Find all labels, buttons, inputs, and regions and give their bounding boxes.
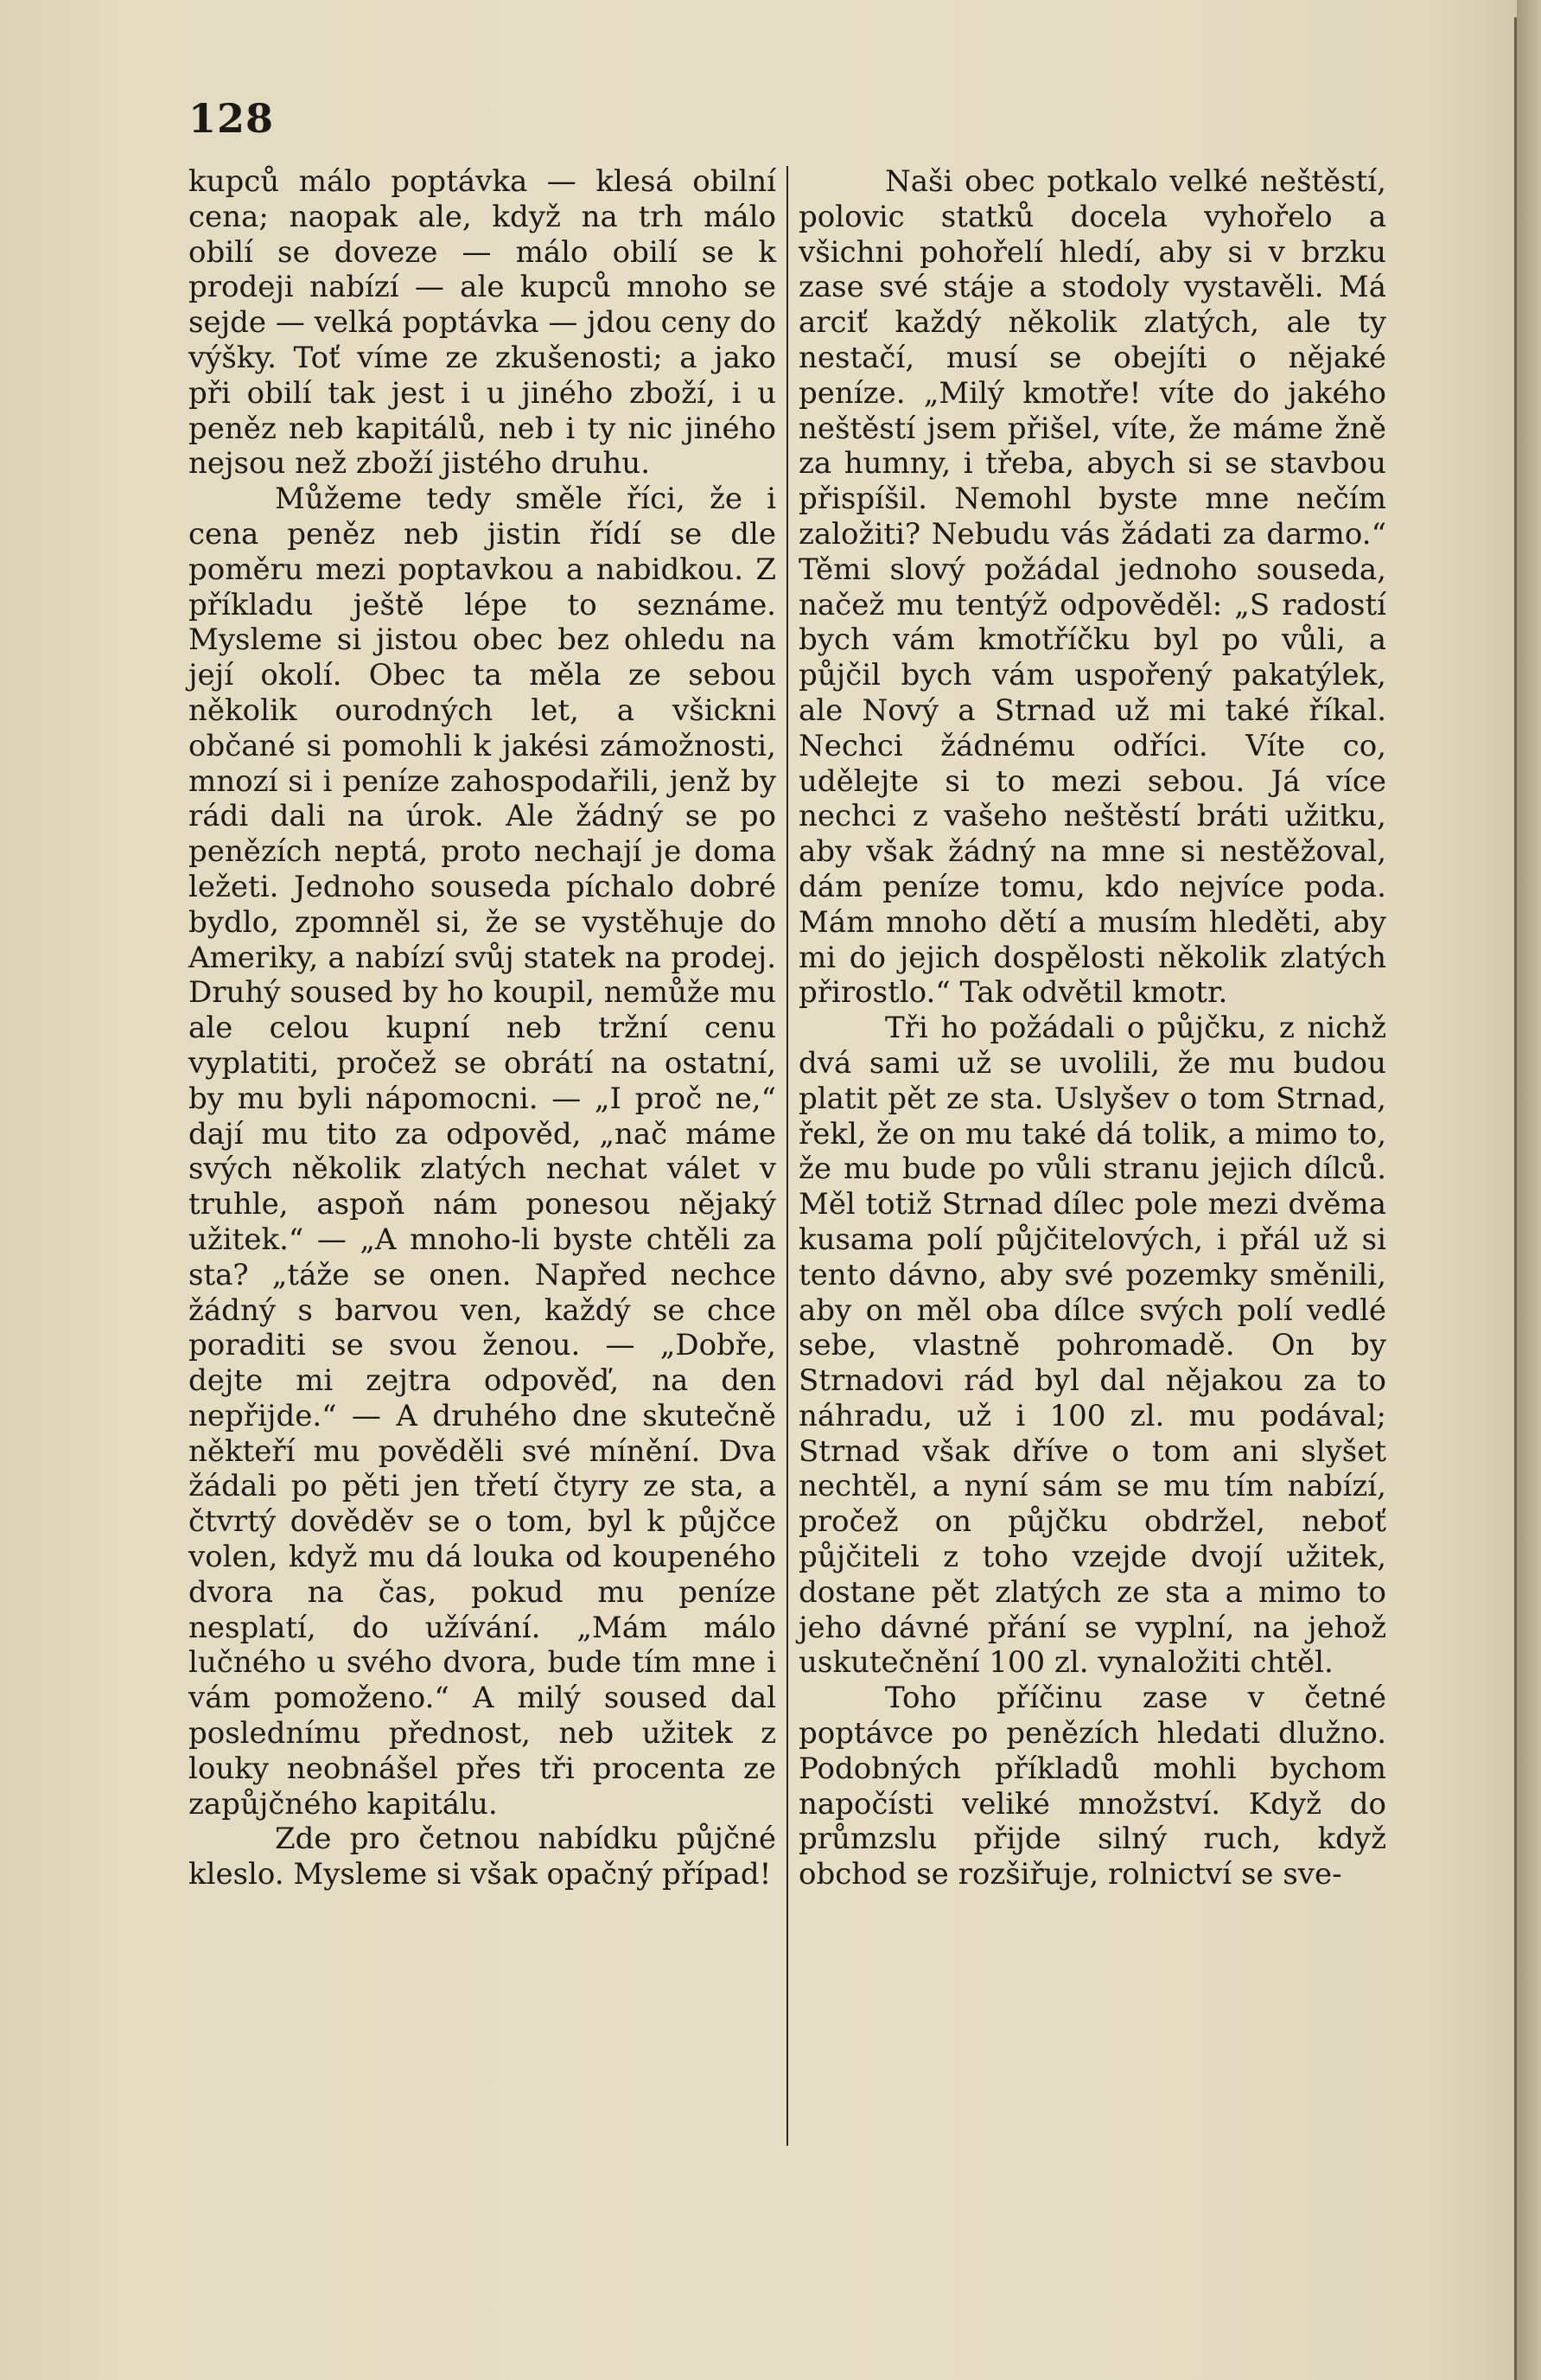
paragraph: Tři ho požádali o půjčku, z nichž dvá sami už se uvolili, že mu budou platit pět ze sta. Uslyšev o tom Strnad, řekl, že on mu také dá tolik, a mimo to, že mu bude po vůli stranu jejich dílců. Měl totiž Strnad dílec pole mezi dvěma kusama polí půjčitelových, i přál už si tento dávno, aby své pozemky směnili, aby on měl oba dílce svých polí vedlé sebe, vlastně pohromadě. On by Strnadovi rád byl dal nějakou za to náhradu, už i 100 zl. mu podával; Strnad však dříve o tom ani slyšet nechtěl, a nyní sám se mu tím nabízí, pročež on půjčku obdržel, neboť půjčiteli z toho vzejde dvojí užitek, dostane pět zlatých ze sta a mimo to jeho dávné přání se vyplní, na jehož uskutečnění 100 zl. vynaložiti chtěl.	[799, 1011, 1386, 1681]
column-divider	[786, 166, 788, 2146]
paragraph: kupců málo poptávka — klesá obilní cena; naopak ale, když na trh málo obilí se doveze — málo obilí se k prodeji nabízí — ale kupců mnoho se sejde — velká poptávka — jdou ceny do výšky. Toť víme ze zkušenosti; a jako při obilí tak jest i u jiného zboží, i u peněz neb kapitálů, neb i ty nic jiného nejsou než zboží jistého druhu.	[188, 164, 776, 482]
paragraph: Toho příčinu zase v četné poptávce po penězích hledati dlužno. Podobných příkladů mohli bychom napočísti veliké množství. Když do průmzslu přijde silný ruch, když obchod se rozšiřuje, rolnictví se sve-	[799, 1681, 1386, 1892]
page-number: 128	[188, 95, 275, 142]
paragraph: Můžeme tedy směle říci, že i cena peněz neb jistin řídí se dle poměru mezi poptavkou a nabidkou. Z příkladu ještě lépe to seznáme. Mysleme si jistou obec bez ohledu na její okolí. Obec ta měla ze sebou několik ourodných let, a všickni občané si pomohli k jakési zámožnosti, mnozí si i peníze zahospodařili, jenž by rádi dali na úrok. Ale žádný se po penězích neptá, proto nechají je doma ležeti. Jednoho souseda píchalo dobré bydlo, zpomněl si, že se vystěhuje do Ameriky, a nabízí svůj statek na prodej. Druhý soused by ho koupil, nemůže mu ale celou kupní neb tržní cenu vyplatiti, pročež se obrátí na ostatní, by mu byli nápomocni. — „I proč ne,“ dají mu tito za odpověd, „nač máme svých několik zlatých nechat válet v truhle, aspoň nám ponesou nějaký užitek.“ — „A mnoho-li byste chtěli za sta? „táže se onen. Napřed nechce žádný s barvou ven, každý se chce poraditi se svou ženou. — „Dobře, dejte mi zejtra odpověď, na den nepřijde.“ — A druhého dne skutečně někteří mu pověděli své mínění. Dva žádali po pěti jen třetí čtyry ze sta, a čtvrtý dověděv se o tom, byl k půjčce volen, když mu dá louka od koupeného dvora na čas, pokud mu peníze nesplatí, do užívání. „Mám málo lučného u svého dvora, bude tím mne i vám pomoženo.“ A milý soused dal poslednímu přednost, neb užitek z louky neobnášel přes tři procenta ze zapůjčného kapitálu.	[188, 482, 776, 1822]
text-column-right	[799, 164, 1386, 1892]
paragraph: Naši obec potkalo velké neštěstí, polovic statků docela vyhořelo a všichni pohořelí hledí, aby si v brzku zase své stáje a stodoly vystavěli. Má arciť každý několik zlatých, ale ty nestačí, musí se obejíti o nějaké peníze. „Milý kmotře! víte do jakého neštěstí jsem přišel, víte, že máme žně za humny, i třeba, abych si se stavbou přispíšil. Nemohl byste mne nečím založiti? Nebudu vás žádati za darmo.“ Těmi slový požádal jednoho souseda, načež mu tentýž odpověděl: „S radostí bych vám kmotříčku byl po vůli, a půjčil bych vám uspořený pakatýlek, ale Nový a Strnad už mi také říkal. Nechci žádnému odříci. Víte co, udělejte si to mezi sebou. Já více nechci z vašeho neštěstí bráti užitku, aby však žádný na mne si nestěžoval, dám peníze tomu, kdo nejvíce poda. Mám mnoho dětí a musím hleděti, aby mi do jejich dospělosti několik zlatých přirostlo.“ Tak odvětil kmotr.	[799, 164, 1386, 1011]
page-edge-shadow	[1517, 0, 1541, 2380]
paragraph: Zde pro četnou nabídku půjčné kleslo. Mysleme si však opačný případ!	[188, 1822, 776, 1892]
text-column-left	[188, 164, 776, 1892]
page-binding-edge	[1514, 17, 1517, 2380]
